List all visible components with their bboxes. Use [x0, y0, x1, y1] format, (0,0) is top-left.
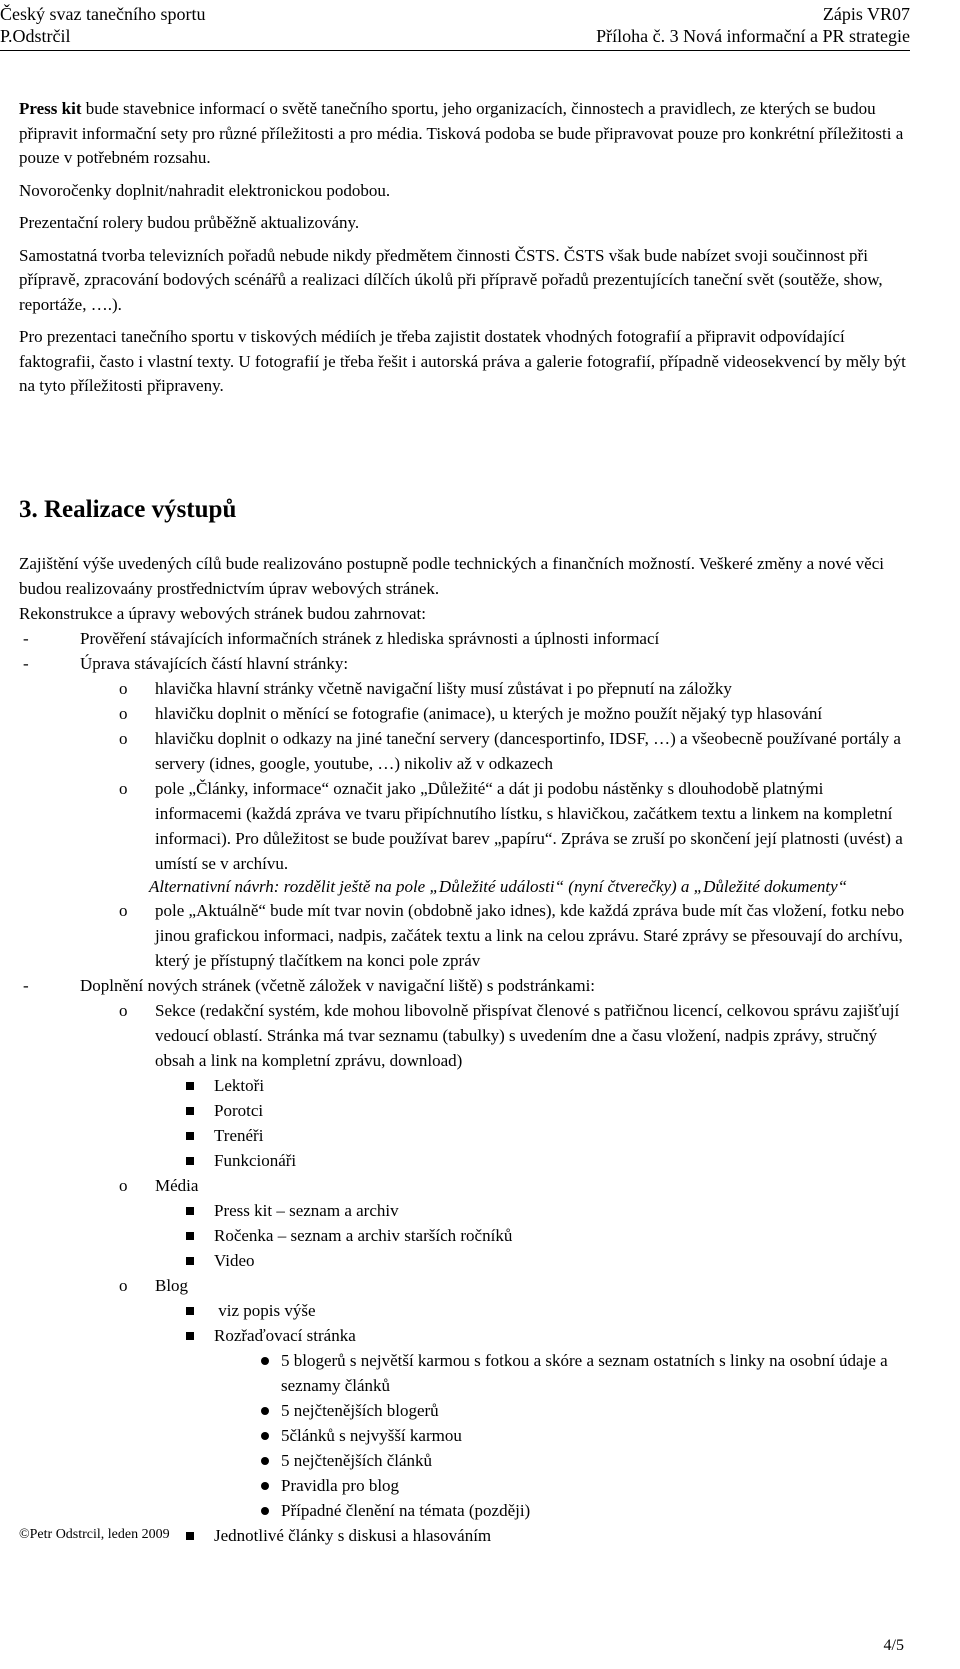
list-item: 5článků s nejvyšší karmou	[19, 1423, 911, 1448]
press-kit-paragraph: Press kit bude stavebnice informací o světě tanečního sportu, jeho organizacích, činnostech a pravidlech, ze kterých se budou připravit informační sety pro různé příležitosti a pro média. Tisková podoba se bude připravovat pouze pro konkrétní příležitosti a pouze v potřebném rozsahu.	[19, 99, 904, 167]
tv-programs-paragraph: Samostatná tvorba televizních pořadů nebude nikdy předmětem činnosti ČSTS. ČSTS však bude nabízet svoji součinnost při přípravě, zpracování bodových scénářů a realizaci dílčích úkolů při přípravě pořadů prezentujících taneční svět (soutěže, show, reportáže, ….).	[19, 245, 883, 314]
square-bullet-icon	[186, 1307, 194, 1315]
header-document-id: Zápis VR07	[822, 4, 910, 24]
newyear-cards-paragraph: Novoročenky doplnit/nahradit elektronickou podobou.	[19, 180, 391, 200]
square-bullet-icon	[186, 1232, 194, 1240]
list-item: Lektoři	[19, 1073, 911, 1098]
square-bullet-icon	[186, 1332, 194, 1340]
list-item: Rozřaďovací stránka	[19, 1323, 911, 1348]
list-item: Trenéři	[19, 1123, 911, 1148]
list-item: Případné členění na témata (později)	[19, 1498, 911, 1523]
list-item: Funkcionáři	[19, 1148, 911, 1173]
list-item: o Sekce (redakční systém, kde mohou libovolně přispívat členové s patřičnou licencí, celkovou správu zajišťují vedoucí oblastí. Stránka má tvar seznamu (tabulky) s uvedením dne a času vložení, nadpis zprávy, stručný obsah a link na kompletní zprávu, download)	[119, 1000, 900, 1070]
list-item: 5 nejčtenějších článků	[19, 1448, 911, 1473]
header-author: P.Odstrčil	[0, 26, 71, 46]
list-item: o hlavičku doplnit o měnící se fotografie (animace), u kterých je možno použít nějaký typ hlasování	[119, 703, 823, 723]
section-list-intro: Rekonstrukce a úpravy webových stránek budou zahrnovat:	[19, 603, 426, 623]
square-bullet-icon	[186, 1082, 194, 1090]
print-media-paragraph: Pro prezentaci tanečního sportu v tiskových médiích je třeba zajistit dostatek vhodných fotografií a připravit odpovídající faktografii, často i vlastní texty. U fotografií je třeba řešit i autorská práva a galerie fotografií, případně videosekvencí by měly být na tyto příležitosti připraveny.	[19, 327, 906, 395]
section-intro-paragraph: Zajištění výše uvedených cílů bude realizováno postupně podle technických a finančních možností. Veškeré změny a nové věci budou realizovaány prostřednictvím úprav webových stránek.	[19, 553, 884, 598]
list-item: o hlavička hlavní stránky včetně navigační lišty musí zůstávat i po přepnutí na záložky	[119, 678, 732, 698]
list-item: viz popis výše	[19, 1298, 911, 1323]
round-bullet-icon	[261, 1457, 269, 1465]
page-number: 4/5	[883, 1637, 904, 1654]
list-item: Jednotlivé články s diskusi a hlasováním	[19, 1523, 911, 1548]
list-item: Pravidla pro blog	[19, 1473, 911, 1498]
alternative-proposal: Alternativní návrh: rozdělit ještě na pole „Důležité události“ (nyní čtverečky) a „Důležité dokumenty“	[149, 876, 848, 896]
square-bullet-icon	[186, 1532, 194, 1540]
round-bullet-icon	[261, 1482, 269, 1490]
list-item: o hlavičku doplnit o odkazy na jiné taneční servery (dancesportinfo, IDSF, …) a všeobecně používané portály a servery (idnes, google, youtube, …) nikoliv až v odkazech	[119, 728, 901, 773]
rollups-paragraph: Prezentační rolery budou průběžně aktualizovány.	[19, 213, 360, 232]
list-item: Press kit – seznam a archiv	[19, 1198, 911, 1223]
footer-copyright: ©Petr Odstrcil, leden 2009	[19, 1527, 170, 1542]
square-bullet-icon	[186, 1207, 194, 1215]
list-item: Ročenka – seznam a archiv starších ročníků	[19, 1223, 911, 1248]
list-item: - Úprava stávajících částí hlavní stránky:	[23, 653, 349, 673]
list-item: 5 nejčtenějších blogerů	[19, 1398, 911, 1423]
square-bullet-icon	[186, 1107, 194, 1115]
list-item: o Média	[119, 1175, 199, 1195]
round-bullet-icon	[261, 1507, 269, 1515]
square-bullet-icon	[186, 1257, 194, 1265]
square-bullet-icon	[186, 1157, 194, 1165]
list-item: o pole „Články, informace“ označit jako „Důležité“ a dát ji podobu nástěnky s dlouhodobě platnými informacemi (každá zpráva ve tvaru připíchnutího lístku, s hlavičkou, začátkem textu a linkem na kompletní informaci). Pro důležitost se bude používat barev „papíru“. Zpráva se zruší po skončení její platnosti (uvést) a umístí se v archívu.	[119, 778, 903, 873]
list-item: Porotci	[19, 1098, 911, 1123]
header-row-1	[0, 2, 910, 26]
header-attachment: Příloha č. 3 Nová informační a PR strategie	[596, 26, 910, 46]
header-row-2	[0, 24, 910, 51]
list-item: Video	[19, 1248, 911, 1273]
list-item: o Blog	[119, 1275, 189, 1295]
list-item: o pole „Aktuálně“ bude mít tvar novin (obdobně jako idnes), kde každá zpráva bude mít čas vložení, fotku nebo jinou grafickou informaci, nadpis, začátek textu a link na celou zprávu. Staré zprávy se přesouvají do archívu, který je přístupný tlačítkem na konci pole zpráv	[119, 900, 905, 970]
round-bullet-icon	[261, 1357, 269, 1365]
header-organization: Český svaz tanečního sportu	[0, 4, 206, 24]
list-item: - Prověření stávajících informačních stránek z hlediska správnosti a úplnosti informací	[23, 628, 660, 648]
press-kit-term: Press kit	[19, 99, 82, 118]
section-heading: 3. Realizace výstupů	[19, 495, 237, 523]
list-item: - Doplnění nových stránek (včetně záložek v navigační liště) s podstránkami:	[23, 975, 596, 995]
round-bullet-icon	[261, 1407, 269, 1415]
list-item: 5 blogerů s největší karmou s fotkou a skóre a seznam ostatních s linky na osobní údaje a seznamy článků	[19, 1348, 911, 1398]
round-bullet-icon	[261, 1432, 269, 1440]
document-body	[19, 97, 911, 1548]
square-bullet-icon	[186, 1132, 194, 1140]
